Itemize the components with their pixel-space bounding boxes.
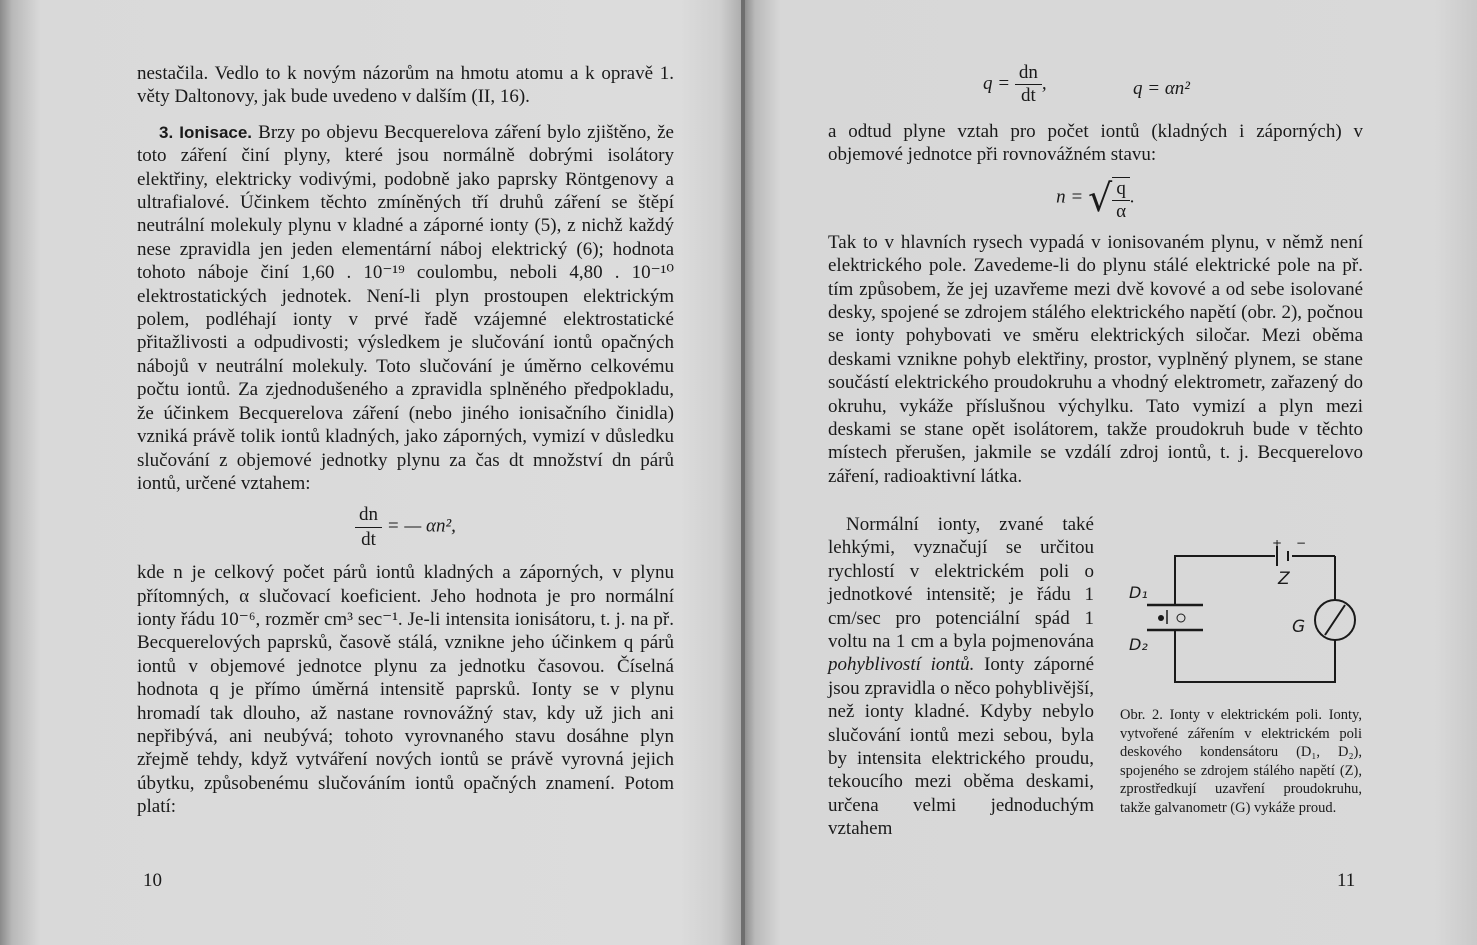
page-number-left: 10	[143, 870, 162, 891]
right-text-column	[828, 60, 1363, 488]
galvanometer-needle	[1325, 605, 1345, 635]
right-paragraph-relation: a odtud plyne vztah pro počet iontů (kladných i záporných) v objemové jednotce při rovnovážném stavu:	[828, 121, 1363, 166]
top-wire	[1175, 556, 1275, 605]
equation-recombination	[137, 503, 674, 551]
label-g: G	[1292, 617, 1306, 637]
eq4-denominator: α	[1116, 200, 1127, 222]
equation-denominator: dt	[361, 528, 376, 550]
left-paragraph-intro: nestačila. Vedlo to k novým názorům na hmotu atomu a k opravě 1. věty Daltonovy, jak bude uvedeno v dalším (II, 16).	[137, 63, 674, 108]
mobility-emphasis: pohyblivostí iontů.	[828, 654, 975, 676]
section-heading: 3. Ionisace.	[159, 122, 253, 142]
ionisation-paragraph	[137, 121, 674, 496]
left-paragraph-equilibrium: kde n je celkový počet párů iontů kladných a záporných, v plynu přítomných, α slučovací koeficient. Jeho hodnota je pro normální ionty řádu 10⁻⁶, rozměr cm³ sec⁻¹. Je-li intensita ionisátoru, t. j. na př. Becquerelových paprsků, časově stálá, vznikne jeho účinkem q párů iontů v objemové jednotce plynu za jednotku časovou. Číselná hodnota q je přímo úměrná intensitě paprsků. Ionty se v plynu hromadí tak dlouho, až nastane rovnovážný stav, kdy už jich ani nepřibývá, ani neubývá; tohoto vyrovnaného stavu dosáhne plyn zřejmě tehdy, když vytváření nových iontů se právě vyrovná jejich úbytku, způsobenému slučováním iontů opačných znamení. Potom platí:	[137, 562, 674, 818]
label-d1: D₁	[1129, 583, 1148, 602]
mobility-text-a: Normální ionty, zvané také lehkými, vyznačují se určitou rychlostí v elektrickém poli o jednotkové intensitě; je řádu 1 cm/sec pro potenciální spád 1 voltu na 1 cm a byla pojmenována	[828, 514, 1094, 653]
eq4-fraction	[1112, 178, 1130, 223]
eq4-end: .	[1130, 186, 1135, 208]
eq2-lhs: q =	[983, 72, 1011, 94]
equations-top	[828, 60, 1363, 120]
label-minus: −	[1296, 540, 1307, 550]
right-paragraph-field: Tak to v hlavních rysech vypadá v ionisovaném plynu, v němž není elektrického pole. Zavedeme-li do plynu stálé elektrické pole na př. tím způsobem, že jej uzavřeme mezi dvě kovové a od sebe isolované desky, spojené se zdrojem stálého elektrického napětí (obr. 2), počnou se ionty pohybovati ve směru elektrických siločar. Mezi oběma deskami vznikne pohyb elektřiny, prostor, vyplněný plynem, se stane součástí elektrického proudokruhu a vhodný elektrometr, zařazený do okruhu, vykáže příslušnou výchylku. Tato vymizí a plyn mezi deskami se stane opět isolátorem, takže proudokruh bude v těchto místech přerušen, jakmile se vzdálí zdroj iontů, t. j. Becquerelovo záření, radioaktivní látka.	[828, 231, 1363, 487]
equation-fraction	[355, 503, 382, 551]
ion-markers	[1158, 610, 1185, 624]
positive-ion	[1177, 614, 1185, 622]
ionisation-text: Brzy po objevu Becquerelova záření bylo zjištěno, že toto záření činí plyny, které jsou normálně dobrými isolátory elektřiny, elektricky vodivými, podobně jako paprsky Röntgenovy a ultrafialové. Účinkem těchto zmíněných tří druhů záření se štěpí neutrální molekuly plynu v kladné a záporné ionty (5), z nichž každý nese zpravidla jen jeden elementární náboj elektrický (6); hodnota tohoto náboje činí 1,60 . 10⁻¹⁹ coulombu, neboli 4,80 . 10⁻¹⁰ elektrostatických jednotek. Není-li plyn prostoupen elektrickým polem, podléhají ionty v prvé řadě vzájemné elektrostatické přitažlivosti a odpudivosti; výsledkem je slučování iontů opačných nábojů v neutrální molekuly. Toto slučování je úměrno celkovému počtu iontů. Za zjednodušeného a zpravidla splněného předpokladu, že účinkem Becquerelova záření (nebo jiného ionisačního činidla) vzniká právě tolik iontů kladných, jako záporných, vymizí v důsledku slučování z objemové jednotky plynu za čas dt množství dn párů iontů, určené vztahem:	[137, 121, 674, 494]
page-number-right: 11	[1337, 870, 1356, 891]
label-d2: D₂	[1129, 635, 1148, 654]
eq2-denominator: dt	[1020, 85, 1036, 106]
eq2-fraction	[1015, 62, 1042, 107]
bottom-wire	[1175, 630, 1335, 682]
equation-sqrt	[828, 173, 1363, 223]
mobility-paragraph	[828, 513, 1094, 841]
right-page	[745, 0, 1477, 945]
eq2-separator: ,	[1041, 72, 1047, 94]
figure-caption: Obr. 2. Ionty v elektrickém poli. Ionty, vytvořené zářením v elektrickém poli deskového kondensátoru (D₁, D₂), spojeného se zdrojem stálého napětí (Z), zprostředkují uzavření proudokruhu, takže galvanometr (G) vykáže proud.	[1120, 707, 1362, 816]
label-z: Z	[1278, 569, 1290, 589]
equation-rhs: = — αn²,	[386, 515, 456, 537]
equation-numerator: dn	[355, 503, 382, 527]
negative-ion	[1158, 615, 1164, 621]
circuit-wires	[1175, 556, 1335, 682]
equation-q-alpha-n2: q = αn²	[1133, 78, 1190, 99]
left-text-column	[137, 62, 674, 819]
capacitor-plates	[1147, 605, 1203, 630]
figure-circuit-diagram	[1125, 540, 1375, 700]
sqrt-symbol: √	[1087, 175, 1113, 220]
label-plus: +	[1272, 540, 1283, 550]
equation-q-dn-dt	[983, 62, 1047, 107]
mobility-text-b: Ionty záporné jsou zpravidla o něco pohyblivější, než ionty kladné. Kdyby nebylo slučování iontů mezi sebou, byla by intensita elektrického proudu, tekoucího mezi oběma deskami, určena velmi jednoduchým vztahem	[828, 654, 1095, 840]
eq4-lhs: n =	[1056, 186, 1084, 208]
eq4-numerator: q	[1112, 178, 1130, 201]
eq2-numerator: dn	[1015, 62, 1042, 85]
sqrt-radicand	[1112, 177, 1130, 223]
